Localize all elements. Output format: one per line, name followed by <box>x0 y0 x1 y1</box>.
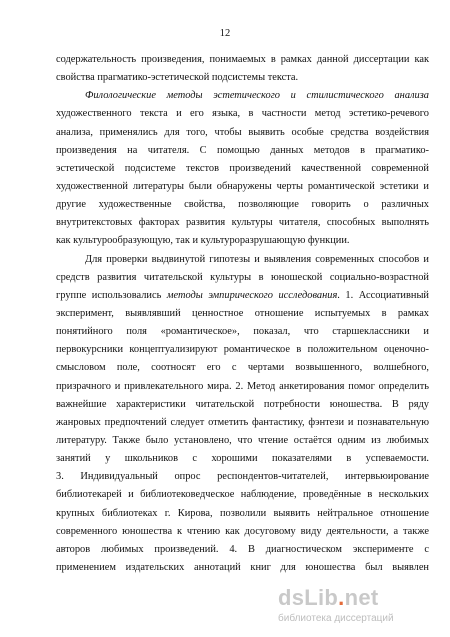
text-line: применением издательских аннотаций книг для юношества был выявлен <box>56 561 429 573</box>
text-line: внутритекстовых факторах развития культуры читателя, способных выполнять <box>56 217 429 229</box>
text-line: современного юношества к чтению как досуговому виду деятельности, а также <box>56 525 429 537</box>
text-line: Филологические методы эстетического и стилистического анализа <box>85 90 429 102</box>
text-line: свойства прагматико-эстетической подсистемы текста. <box>56 72 299 84</box>
text-line: крупных библиотеках г. Кирова, позволили выявить нейтральное отношение <box>56 507 429 519</box>
text-line: авторов любимых произведений. 4. В диагностическом эксперименте с <box>56 543 429 555</box>
text-line: группе использовались методы эмпирического исследования. 1. Ассоциативный <box>56 289 429 301</box>
text-line: 3. Индивидуальный опрос респондентов-читателей, интервьюирование <box>56 471 429 483</box>
text-line: содержательность произведения, понимаемых в рамках данной диссертации как <box>56 54 429 65</box>
text-line: Для проверки выдвинутой гипотезы и выявления современных способов и <box>85 253 429 265</box>
watermark-logo-dot: . <box>338 585 345 610</box>
watermark-logo-suffix: net <box>344 585 379 610</box>
text-line: анализа, применялись для того, чтобы выявить особые средства воздействия <box>56 126 429 138</box>
text-line: занятий у школьников с хорошими показателями в успеваемости. <box>56 453 429 465</box>
watermark-logo <box>278 585 379 611</box>
text-line: библиотекарей и библиотековедческое наблюдение, проведённые в нескольких <box>56 489 429 501</box>
text-line: смысловом поле, соотносят его с чертами возвышенного, волшебного, <box>56 362 429 374</box>
watermark-subtitle: библиотека диссертаций <box>278 613 394 624</box>
text-line: литературу. Также было установлено, что чтение остаётся одним из любимых <box>56 434 429 446</box>
watermark-logo-prefix: dsLib <box>278 585 339 610</box>
body-text <box>56 51 429 577</box>
text-line: художественной литературы были обнаружены черты романтической эстетики и <box>56 180 429 192</box>
text-line: понятийного поля «романтическое», показал, что старшеклассники и <box>56 326 429 338</box>
text-line: жанровых предпочтений следует отметить фантастику, фэнтези и познавательную <box>56 416 429 428</box>
text-line: эстетической подсистеме текстов произведений качественной современной <box>56 162 429 174</box>
text-line: другие художественные свойства, позволяющие говорить о различных <box>56 199 429 211</box>
text-line: призрачного и привлекательного мира. 2. Метод анкетирования помог определить <box>56 380 429 392</box>
watermark <box>278 585 438 629</box>
text-line: средств развития читательской культуры в юношеской социально-возрастной <box>56 271 429 283</box>
text-line: художественного текста и его языка, в частности метод эстетико-речевого <box>56 108 429 120</box>
text-line: эксперимент, выявлявший ценностное отношение испытуемых в рамках <box>56 307 429 319</box>
page-number: 12 <box>219 28 231 39</box>
text-line: первокурсники концептуализируют романтическое в положительном оценочно- <box>56 344 429 356</box>
text-line: как культурообразующую, так и культуроразрушающую функции. <box>56 235 350 247</box>
text-line: произведения на читателя. С помощью данных методов в прагматико- <box>56 144 429 156</box>
text-line: важнейшие характеристики читательской потребности юношества. В ряду <box>56 398 429 410</box>
